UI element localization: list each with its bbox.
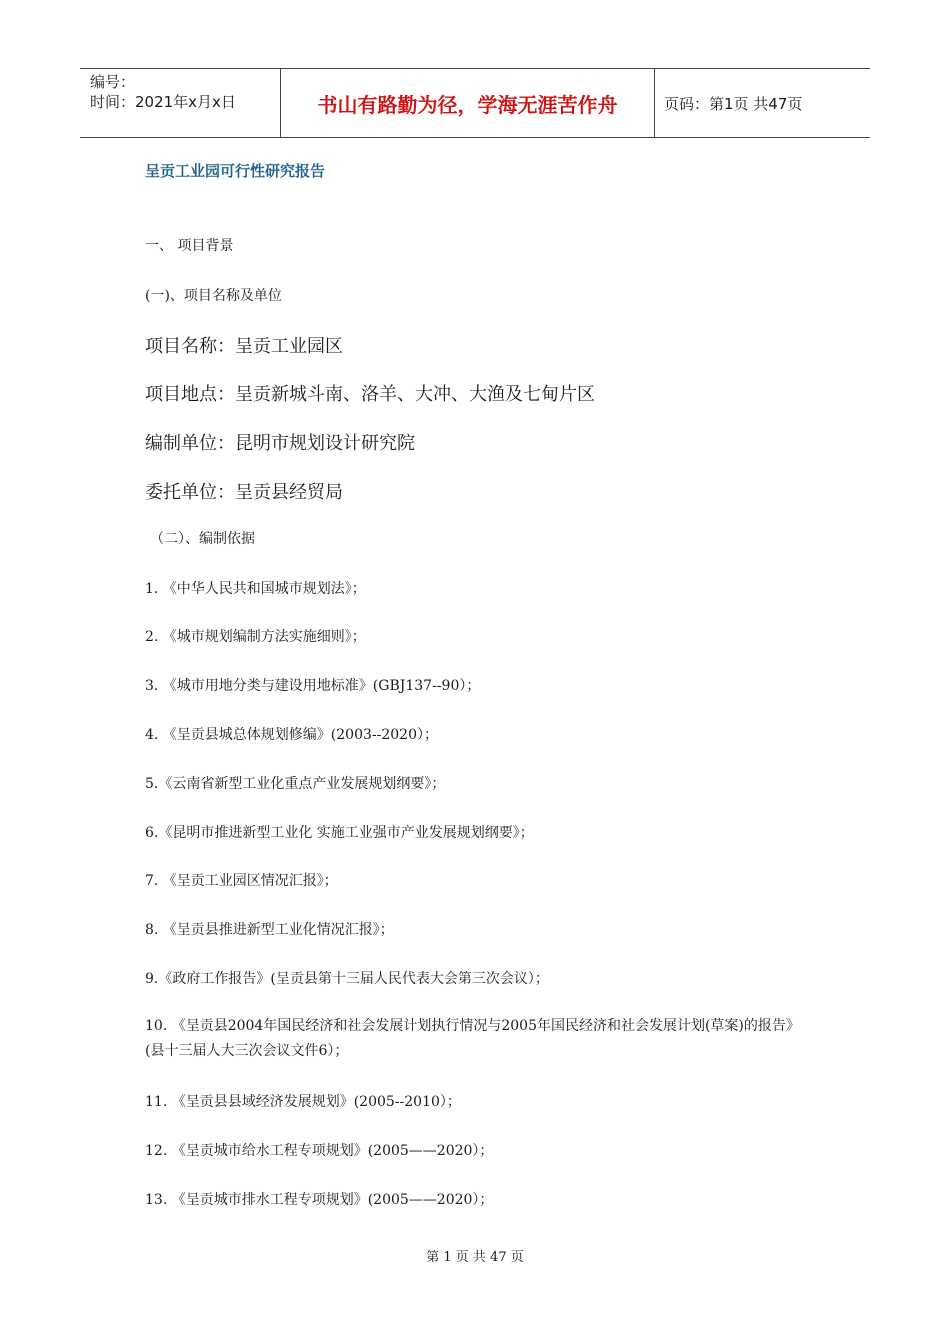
list-item: 9.《政府工作报告》(呈贡县第十三届人民代表大会第三次会议）； xyxy=(145,971,549,987)
list-item: 1. 《中华人民共和国城市规划法》； xyxy=(145,581,366,597)
list-item: 4. 《呈贡县城总体规划修编》(2003--2020）； xyxy=(145,727,438,743)
list-item: 6.《昆明市推进新型工业化 实施工业强市产业发展规划纲要》； xyxy=(145,825,534,841)
list-item: 13. 《呈贡城市排水工程专项规划》(2005——2020）； xyxy=(145,1192,494,1208)
subsection-heading: （二）、编制依据 xyxy=(150,531,255,547)
header-page-label: 页码：第1页 共47页 xyxy=(664,94,803,113)
page-header xyxy=(80,68,870,138)
subsection-heading: (一)、项目名称及单位 xyxy=(145,288,282,304)
document-title: 呈贡工业园可行性研究报告 xyxy=(145,162,326,180)
header-motto: 书山有路勤为径，学海无涯苦作舟 xyxy=(280,69,655,137)
section-heading: 一、 项目背景 xyxy=(145,238,234,254)
time-label: 时间：2021年x月x日 xyxy=(90,93,236,111)
list-item: 11. 《呈贡县县域经济发展规划》(2005--2010）； xyxy=(145,1094,461,1110)
header-meta xyxy=(80,69,280,137)
project-name: 项目名称：呈贡工业园区 xyxy=(145,336,343,357)
list-item: 12. 《呈贡城市给水工程专项规划》(2005——2020）； xyxy=(145,1143,494,1159)
client-unit: 委托单位：呈贡县经贸局 xyxy=(145,482,343,503)
list-item: 5.《云南省新型工业化重点产业发展规划纲要》； xyxy=(145,776,446,792)
compiling-unit: 编制单位：昆明市规划设计研究院 xyxy=(145,433,415,454)
list-item: 8. 《呈贡县推进新型工业化情况汇报》； xyxy=(145,922,394,938)
list-item: 10. 《呈贡县2004年国民经济和社会发展计划执行情况与2005年国民经济和社会发展计划(草案)的报告》(县十三届人大三次会议文件6）； xyxy=(145,1018,800,1059)
project-location: 项目地点：呈贡新城斗南、洛羊、大冲、大渔及七甸片区 xyxy=(145,384,595,405)
list-item: 3. 《城市用地分类与建设用地标准》(GBJ137--90）； xyxy=(145,678,481,694)
page-footer: 第 1 页 共 47 页 xyxy=(426,1250,524,1265)
list-item: 2. 《城市规划编制方法实施细则》； xyxy=(145,629,366,645)
list-item: 7. 《呈贡工业园区情况汇报》； xyxy=(145,873,338,889)
number-label: 编号： xyxy=(90,73,136,91)
